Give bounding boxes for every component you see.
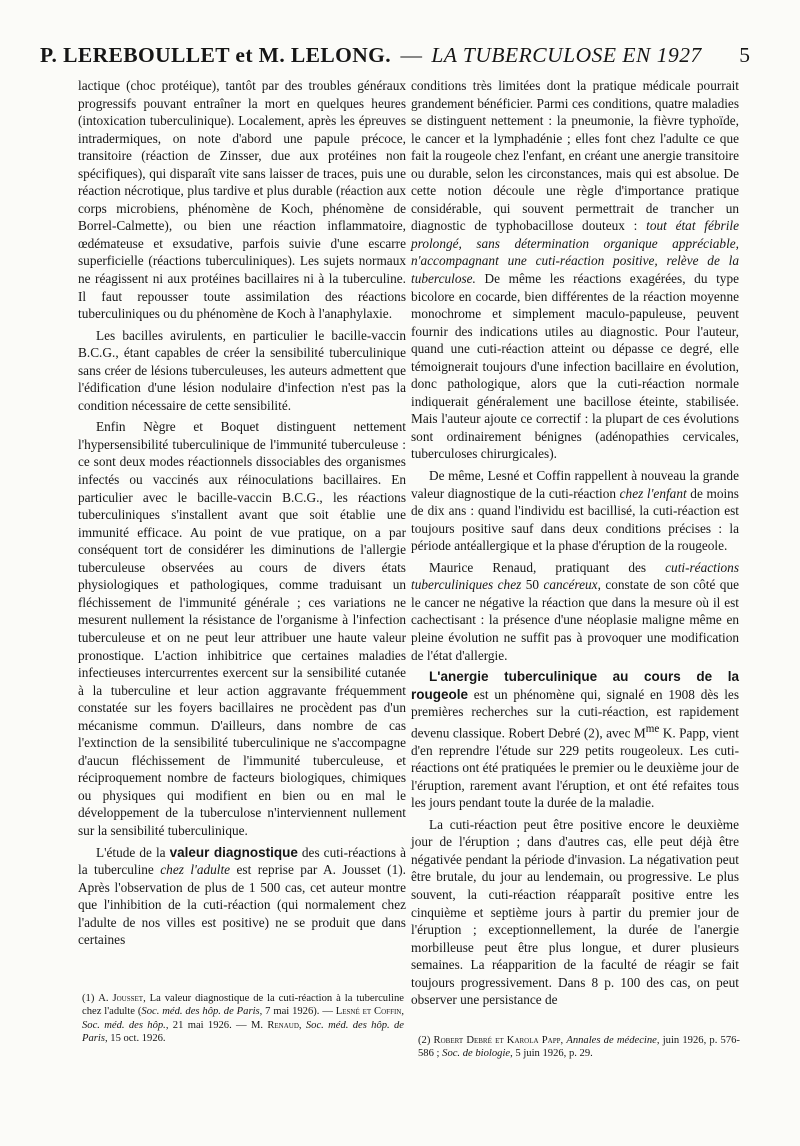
footnote-author: A. Jousset — [98, 993, 144, 1004]
left-paragraph-4 — [78, 844, 406, 949]
right-paragraph-4 — [411, 668, 739, 812]
right-paragraph-5: La cuti-réaction peut être positive encore le deuxième jour de l'éruption ; dans d'autres cas, elle peut déjà être négativée pendant la période d'invasion. La négativation peut être brutale, du jour au lendemain, ou progressive. Le plus souvent, la cuti-réaction réapparaît positive entre les cinquième et septième jours à partir du premier jour de l'éruption ; exceptionnellement, la durée de l'anergie morbilleuse peut être plus longue, et durer plusieurs semaines. La réapparition de la faculté de réagir se fait toujours progressivement. Dans 8 p. 100 des cas, on peut observer une persistance de — [411, 816, 739, 1008]
text-run: , constate de son côté que le cancer ne négative la réaction que dans la mesure où il est cachectisant : la présence d'une néoplasie maligne même en pleine évolution ne suffit pas à provoquer une modification de l'état d'allergie. — [411, 577, 739, 663]
footnote-2 — [418, 1034, 740, 1061]
bold-heading: L'anergie tuberculinique au cours de la rougeole — [411, 669, 739, 702]
footnote-1-text — [82, 992, 404, 1046]
text-run: , — [560, 1035, 567, 1046]
right-paragraph-1 — [411, 77, 739, 463]
text-run: Maurice Renaud, pratiquant des — [429, 559, 666, 575]
text-run: est reprise par A. Jousset (1). Après l'observation de plus de 1 500 cas, cet auteur montre que l'inhibition de la cuti-réaction (qui normalement chez l'adulte de nos villes est positive) ne se produit que dans certaines — [78, 862, 406, 948]
text-run: L'étude de la — [96, 844, 170, 860]
bold-term: valeur diagnostique — [169, 844, 298, 860]
text-run: , — [298, 1019, 306, 1031]
text-run: conditions très limitées dont la pratique médicale pourrait grandement bénéficier. Parmi ces conditions, quatre maladies se distinguent nettement : la pneumonie, la fièvre typhoïde, le cancer et la lymphadénie ; elles font chez l'adulte ce que fait la rougeole chez l'enfant, en créant une anergie transitoire ou durable, selon les circonstances, mais qui est absolue. De cette notion découle une règle d'importance pratique considérable, qui souvent permettrait de trancher un diagnostic de typhobacillose douteux : — [411, 78, 739, 234]
running-header — [40, 42, 750, 68]
right-paragraph-3 — [411, 559, 739, 664]
text-run: De même les réactions exagérées, du type bicolore en cocarde, bien différentes de la réaction moyenne monochrome et simplement maculo-papuleuse, peuvent fournir des indications utiles au diagnostic. Pour l'auteur, quand une cuti-réaction atteint ou dépasse ce degré, elle témoignerait toujours d'une infection bacillaire en évolution, donc pathologique, alors que la cuti-réaction normale indiquerait généralement une bacillose éteinte, stabilisée. Mais l'auteur ajoute ce correctif : la plupart de ces évolutions sont ordinairement bénignes (adénopathies cervicales, tuberculoses chirurgicales). — [411, 271, 739, 462]
header-authors: P. LEREBOULLET et M. LELONG. — [40, 43, 392, 67]
italic-rule: tout état fébrile prolongé, sans détermination organique appréciable, n'accompagnant une cuti-réaction positive, relève de la tuberculose. — [411, 218, 739, 287]
text-run: , La valeur diagnostique de la cuti-réaction à la tuberculine chez l'adulte ( — [82, 993, 404, 1018]
text-run: de moins de dix ans : quand l'individu est bacillisé, la cuti-réaction est toujours positive sauf dans deux conditions précises : la période antéallergique et la phase d'éruption de la rougeole. — [411, 485, 739, 554]
text-run: , 21 mai 1926. — — [165, 1019, 251, 1031]
text-run: , 7 mai 1926). — — [259, 1006, 336, 1018]
text-run: , juin 1926, p. 576-586 ; — [418, 1035, 740, 1060]
header-title: LA TUBERCULOSE EN 1927 — [431, 43, 702, 67]
italic-term: chez l'adulte — [160, 862, 231, 878]
italic-term: cancéreux — [543, 577, 598, 593]
text-run: K. Papp, vient d'en reprendre l'étude sur 229 petits rougeoleux. Les cuti-réactions ont été pratiquées le premier ou le deuxième jour de l'éruption, rarement avant l'éruption, et ont été refaites tous les jours pendant toute la durée de la maladie. — [411, 725, 740, 811]
text-run: , 5 juin 1926, p. 29. — [510, 1048, 593, 1060]
left-paragraph-2: Les bacilles avirulents, en particulier le bacille-vaccin B.C.G., étant capables de créer la sensibilité tuberculinique sans créer de lésions tuberculeuses, les auteurs admettent que l'édification d'une lésion nodulaire d'infection n'est pas la condition nécessaire de cette sensibilité. — [78, 327, 406, 413]
italic-term: cuti-réactions tuberculiniques chez — [411, 559, 739, 593]
footnote-2-text — [418, 1034, 740, 1061]
footnote-1 — [82, 992, 404, 1046]
footnote-source: Soc. méd. des hôp. de Paris — [141, 1006, 260, 1018]
right-column — [411, 77, 739, 1009]
text-run: , 15 oct. 1926. — [104, 1033, 166, 1045]
footnote-author: M. Renaud — [250, 1019, 299, 1031]
text-run: des cuti-réactions à la tuberculine — [78, 844, 406, 878]
text-run: (1) — [82, 993, 99, 1004]
page-number: 5 — [739, 43, 750, 67]
text-run: (2) — [418, 1035, 434, 1046]
text-run: 50 — [521, 577, 544, 593]
right-paragraph-2 — [411, 467, 739, 555]
footnote-author: Lesné et Coffin — [335, 1006, 402, 1018]
footnote-source: Soc. méd. des hôp. — [82, 1019, 166, 1031]
footnote-source: Soc. méd. des hôp. de Paris — [82, 1019, 405, 1045]
left-paragraph-3: Enfin Nègre et Boquet distinguent nettement l'hypersensibilité tuberculinique de l'immunité tuberculeuse : ce sont deux modes réactionnels dissociables des organismes infectés ou vaccinés aux réinoculations bacillaires. En particulier avec le bacille-vaccin B.C.G., les réactions tuberculiniques s'installent avant que soit établie une immunité efficace. Au point de vue pratique, on a par conséquent tort de considérer les diminutions de l'allergie tuberculeuse observées au cours de divers états physiologiques et pathologiques, comme traduisant un fléchissement de l'immunité générale ; ces variations ne mesurent nullement la résistance de l'organisme à l'infection tuberculeuse et on ne peut leur attribuer une haute valeur pronostique. L'action inhibitrice que certaines maladies infectieuses intercurrentes exercent sur la sensibilité cutanée à la tuberculine et leur action aggravante fréquemment constatée sur les foyers bacillaires ne procèdent pas d'un mécanisme commun. D'ailleurs, dans nombre de cas l'extinction de la sensibilité tuberculinique ne s'accompagne d'aucun fléchissement de l'immunité tuberculeuse, et réciproquement nombre de facteurs biologiques, chimiques ou physiques qui modifient en bien ou en mal le développement de la tuberculose n'interviennent nullement sur la sensibilité tuberculinique. — [78, 419, 406, 838]
left-paragraph-1: lactique (choc protéique), tantôt par des troubles généraux progressifs pouvant entraîner la mort en quelques heures (intoxication tuberculinique). Localement, après les épreuves intradermiques, on note d'abord une papule précoce, transitoire (réaction de Zinsser, due aux protéines non spécifiques), qui disparaît vite sans laisser de traces, puis une réaction nécrotique, plus tardive et plus durable (réaction aux corps microbiens, phénomène de Koch, phénomène de Borrel-Calmette), ou bien une réaction inflammatoire, œdémateuse et exsudative, parfois suivie d'une escarre superficielle (réactions tuberculiniques). Les sujets normaux ne réagissent ni aux protéines bacillaires ni à la tuberculine. Il faut repousser toute assimilation des réactions tuberculiniques ou du phénomène de Koch à l'anaphylaxie. — [78, 78, 406, 322]
left-column — [78, 77, 406, 949]
text-run: est un phénomène qui, signalé en 1908 dès les premières recherches sur la cuti-réaction, est rapidement devenu classique. Robert Debré (2), avec M — [411, 686, 739, 741]
text-run: , — [401, 1006, 405, 1018]
superscript: me — [645, 722, 660, 735]
footnote-source: Soc. de biologie — [442, 1048, 511, 1060]
footnote-author: Robert Debré et Karola Papp — [433, 1035, 561, 1046]
italic-term: chez l'enfant — [619, 485, 687, 501]
text-run: De même, Lesné et Coffin rappellent à nouveau la grande valeur diagnostique de la cuti-réaction — [411, 468, 739, 501]
footnote-source: Annales de médecine — [566, 1035, 657, 1046]
header-dash: — — [400, 43, 422, 67]
